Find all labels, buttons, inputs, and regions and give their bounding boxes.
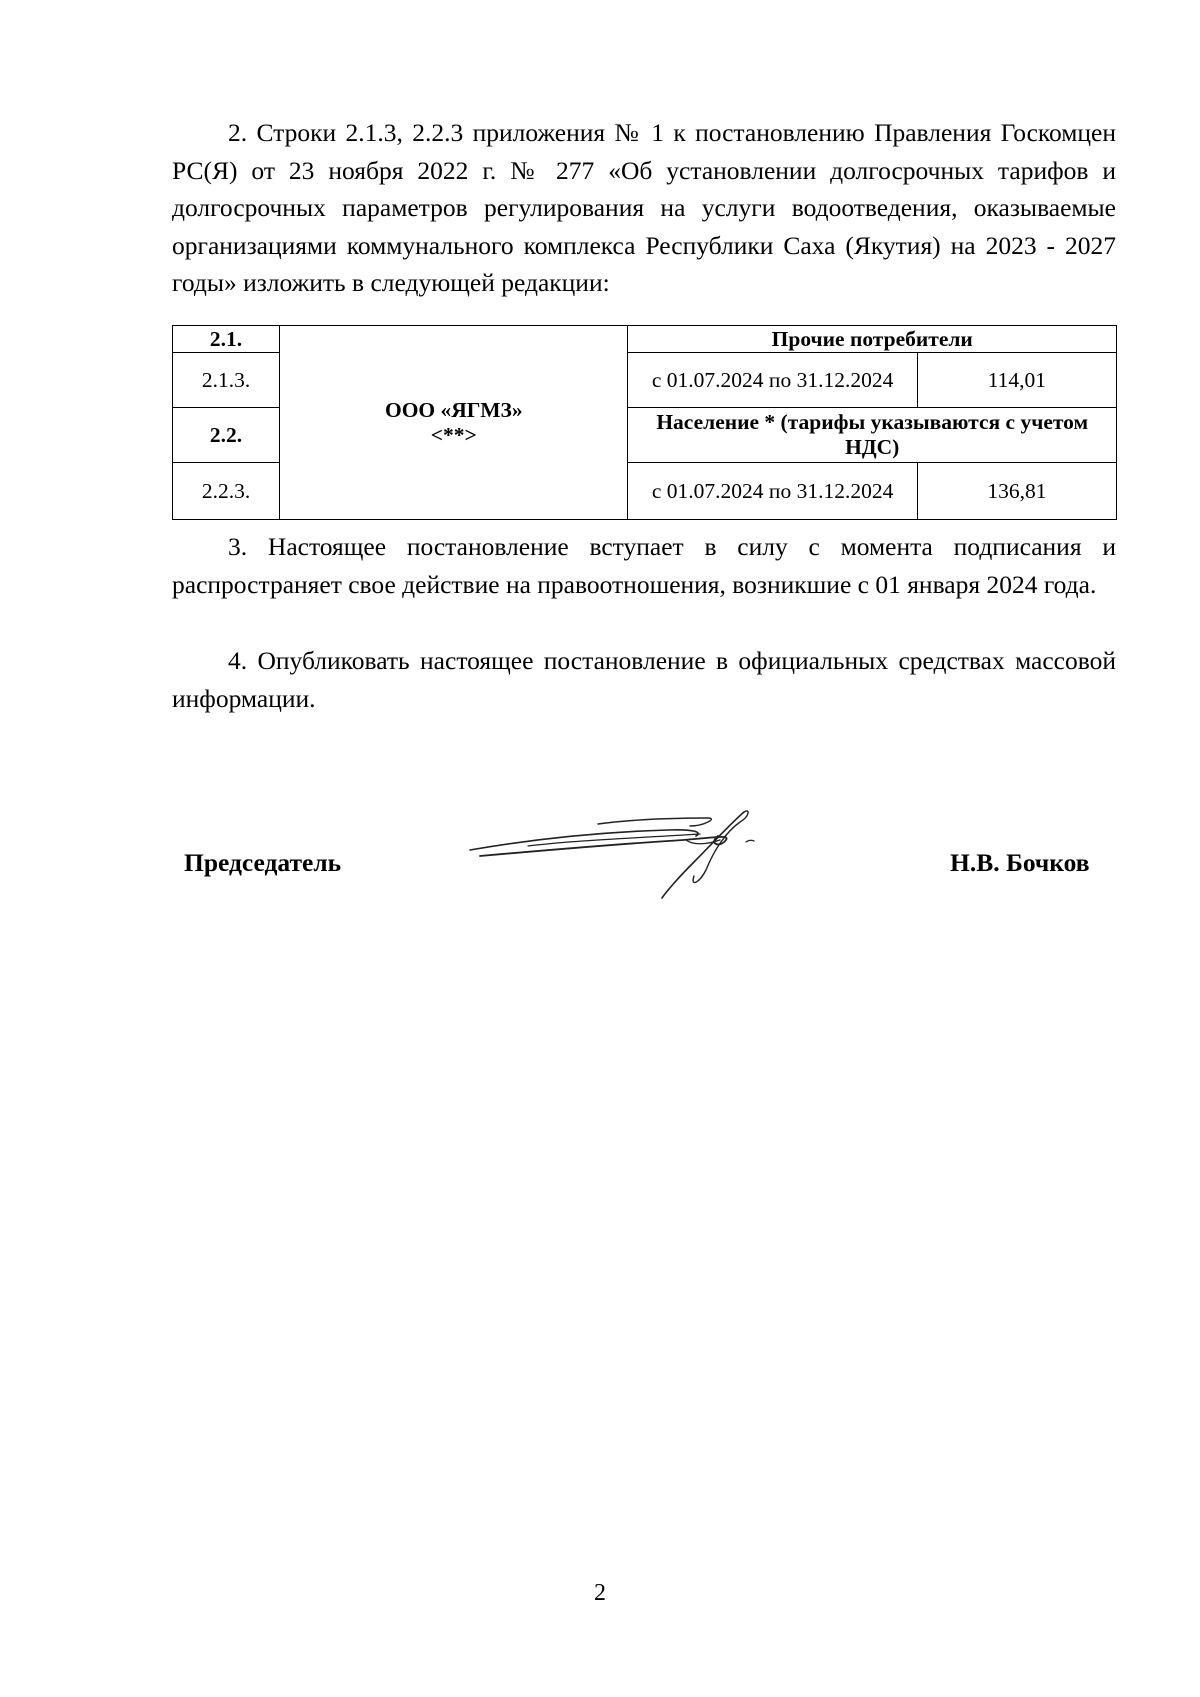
consumer-group-header: Население * (тарифы указываются с учетом НДС) bbox=[628, 408, 1117, 463]
consumer-group-header: Прочие потребители bbox=[628, 326, 1117, 353]
tariff-period: с 01.07.2024 по 31.12.2024 bbox=[628, 463, 917, 520]
organization-name: ООО «ЯГМЗ» bbox=[384, 397, 523, 422]
paragraph-2: 2. Строки 2.1.3, 2.2.3 приложения № 1 к постановлению Правления Госкомцен РС(Я) от 23 ноября 2022 г. № 277 «Об установлении долгосрочных тарифов и долгосрочных параметров регулирования на услуги водоотведения, оказываемые организациями коммунального комплекса Республики Саха (Якутия) на 2023 - 2027 годы» изложить в следующей редакции: bbox=[172, 118, 1116, 297]
tariff-period: с 01.07.2024 по 31.12.2024 bbox=[628, 353, 917, 408]
tariff-table bbox=[172, 325, 1117, 520]
handwritten-signature bbox=[468, 800, 788, 900]
row-number: 2.1. bbox=[173, 326, 280, 353]
organization-cell bbox=[280, 326, 628, 520]
tariff-value: 136,81 bbox=[917, 463, 1116, 520]
paragraph-4: 4. Опубликовать настоящее постановление в официальных средствах массовой информации. bbox=[172, 646, 1116, 713]
row-number: 2.2. bbox=[173, 408, 280, 463]
page-number: 2 bbox=[594, 1580, 606, 1606]
table-row bbox=[173, 326, 1117, 353]
signatory-position: Председатель bbox=[184, 848, 342, 877]
row-number: 2.2.3. bbox=[173, 463, 280, 520]
tariff-value: 114,01 bbox=[917, 353, 1116, 408]
signatory-name: Н.В. Бочков bbox=[950, 848, 1090, 877]
paragraph-3: 3. Настоящее постановление вступает в силу с момента подписания и распространяет свое действие на правоотношения, возникшие с 01 января 2024 года. bbox=[172, 532, 1116, 599]
row-number: 2.1.3. bbox=[173, 353, 280, 408]
organization-note: <**> bbox=[430, 422, 477, 447]
